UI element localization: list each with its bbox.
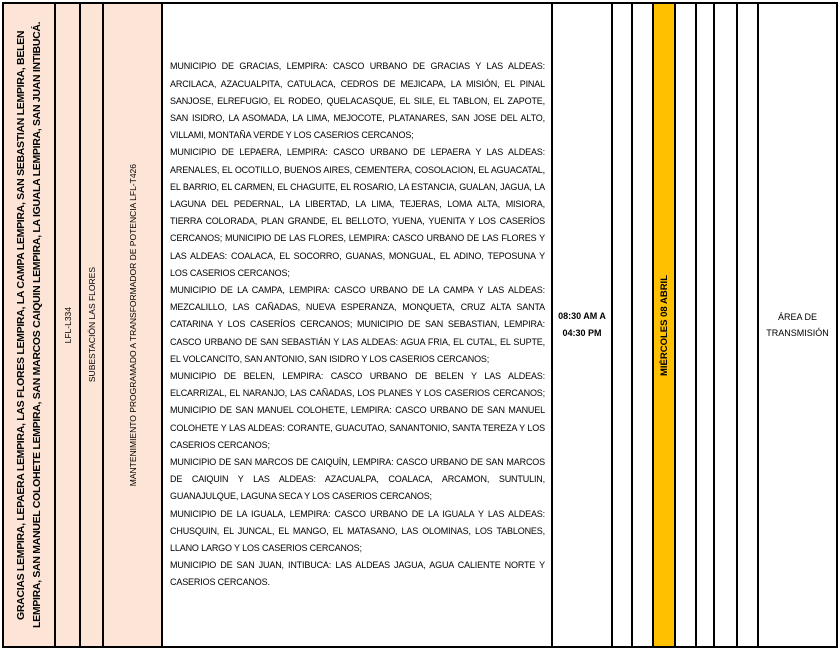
circuit-code-cell (56, 4, 81, 646)
date-cell (654, 4, 676, 646)
substation-cell (81, 4, 104, 646)
time-from: 08:30 AM A (558, 311, 606, 321)
spacer-column (715, 4, 738, 646)
spacer-column (697, 4, 715, 646)
outage-detail-text: MUNICIPIO DE GRACIAS, LEMPIRA: CASCO URBANO DE GRACIAS Y LAS ALDEAS: ARCILACA, AZACUALPITA, CATULACA, CEDROS DE MEJICAPA, LA MISIÓN, EL PINAL SANJOSE, ELREFUGIO, EL RODEO, QUELACASQUE, EL SILE, EL TABLON, EL ZAPOTE, SAN ISIDRO, LA ASOMADA, LA LIMA, MEJOCOTE, PLATANARES, SAN JOSE DEL ALTO, VILLAMI, MONTAÑA VERDE Y LOS CASERIOS CERCANOS; MUNICIPIO DE LEPAERA, LEMPIRA: CASCO URBANO DE LEPAERA Y LAS ALDEAS: ARENALES, EL OCOTILLO, BUENOS AIRES, CEMENTERA, COSOLACION, EL AGUACATAL, EL BARRIO, EL CARMEN, EL CHAGUITE, EL ROSARIO, LA ESTANCIA, GUALAN, JAGUA, LA LAGUNA DEL PEDERNAL, LA LIBERTAD, LA LIMA, TEJERAS, LOMA ALTA, MISIORA, TIERRA COLORADA, PLAN GRANDE, EL BELLOTO, YUENA, YUENITA Y LOS CASERÍOS CERCANOS; MUNICIPIO DE LAS FLORES, LEMPIRA: CASCO URBANO DE LAS FLORES Y LAS ALDEAS: COALACA, EL SOCORRO, GUANAS, MONGUAL, EL ADINO, TEPOSUNA Y LOS CASERIOS CERCANOS; MUNICIPIO DE LA CAMPA, LEMPIRA: CASCO URBANO DE LA CAMPA Y LAS ALDEAS: MEZCALILLO, LAS CAÑADAS, NUEVA ESPERANZA, MONQUETA, CRUZ ALTA SANTA CATARINA Y LOS CASERÍOS CERCANOS; MUNICIPIO DE SAN SEBASTIAN, LEMPIRA: CASCO URBANO DE SAN SEBASTIÁN Y LAS ALDEAS: AGUA FRIA, EL CUTAL, EL SUPTE, EL VOLCANCITO, SAN ANTONIO, SAN ISIDRO Y LOS CASERIOS CERCANOS; MUNICIPIO DE BELEN, LEMPIRA: CASCO URBANO DE BELEN Y LAS ALDEAS: ELCARRIZAL, EL NARANJO, LAS CAÑADAS, LOS PLANES Y LOS CASERIOS CERCANOS; MUNICIPIO DE SAN MANUEL COLOHETE, LEMPIRA: CASCO URBANO DE SAN MANUEL COLOHETE Y LAS ALDEAS: CORANTE, GUACUTAO, SANANTONIO, SANTA TEREZA Y LOS CASERIOS CERCANOS; MUNICIPIO DE SAN MARCOS DE CAIQUÍN, LEMPIRA: CASCO URBANO DE SAN MARCOS DE CAIQUIN Y LAS ALDEAS: AZACUALPA, COALACA, ARCAMON, SUNTULIN, GUANAJULQUE, LAGUNA SECA Y LOS CASERIOS CERCANOS; MUNICIPIO DE LA IGUALA, LEMPIRA: CASCO URBANO DE LA IGUALA Y LAS ALDEAS: CHUSQUIN, EL JUNCAL, EL MANGO, EL MATASANO, LAS OLOMINAS, LOS TABLONES, LLANO LARGO Y LOS CASERIOS CERCANOS; MUNICIPIO DE SAN JUAN, INTIBUCA: LAS ALDEAS JAGUA, AGUA CALIENTE NORTE Y CASERIOS CERCANOS. (170, 61, 545, 588)
maintenance-description-cell (104, 4, 163, 646)
substation-text: SUBESTACIÓN LAS FLORES (86, 267, 97, 383)
maintenance-description-text: MANTENIMIENTO PROGRAMADO A TRANSFORMADOR DE POTENCIA LFL-T426 (127, 163, 138, 487)
affected-zones-cell (4, 4, 56, 646)
time-window-text (558, 308, 606, 342)
time-to: 04:30 PM (562, 328, 602, 338)
time-window-cell (553, 4, 613, 646)
outage-detail-cell (163, 4, 553, 646)
spacer-column (738, 4, 759, 646)
date-text: MIÉRCOLES 08 ABRIL (658, 274, 670, 376)
spacer-column (613, 4, 633, 646)
spacer-column (633, 4, 654, 646)
circuit-code-text: LFL-L334 (62, 306, 73, 344)
transmission-area-text: ÁREA DE TRANSMISIÓN (766, 312, 829, 338)
transmission-area-cell (759, 4, 836, 646)
spacer-column (676, 4, 697, 646)
affected-zones-text: GRACIAS LEMPIRA, LEPAERA LEMPIRA, LAS FLORES LEMPIRA, LA CAMPA LEMPIRA, SAN SEBASTIAN LEMPIRA, BELEN LEMPIRA, SAN MANUEL COLOHETE LEMPIRA, SAN MARCOS CAIQUIN LEMPIRA, LA IGUALA LEMPIRA, SAN JUAN INTIBUCÁ. (15, 21, 43, 629)
outage-schedule-table (2, 2, 838, 648)
